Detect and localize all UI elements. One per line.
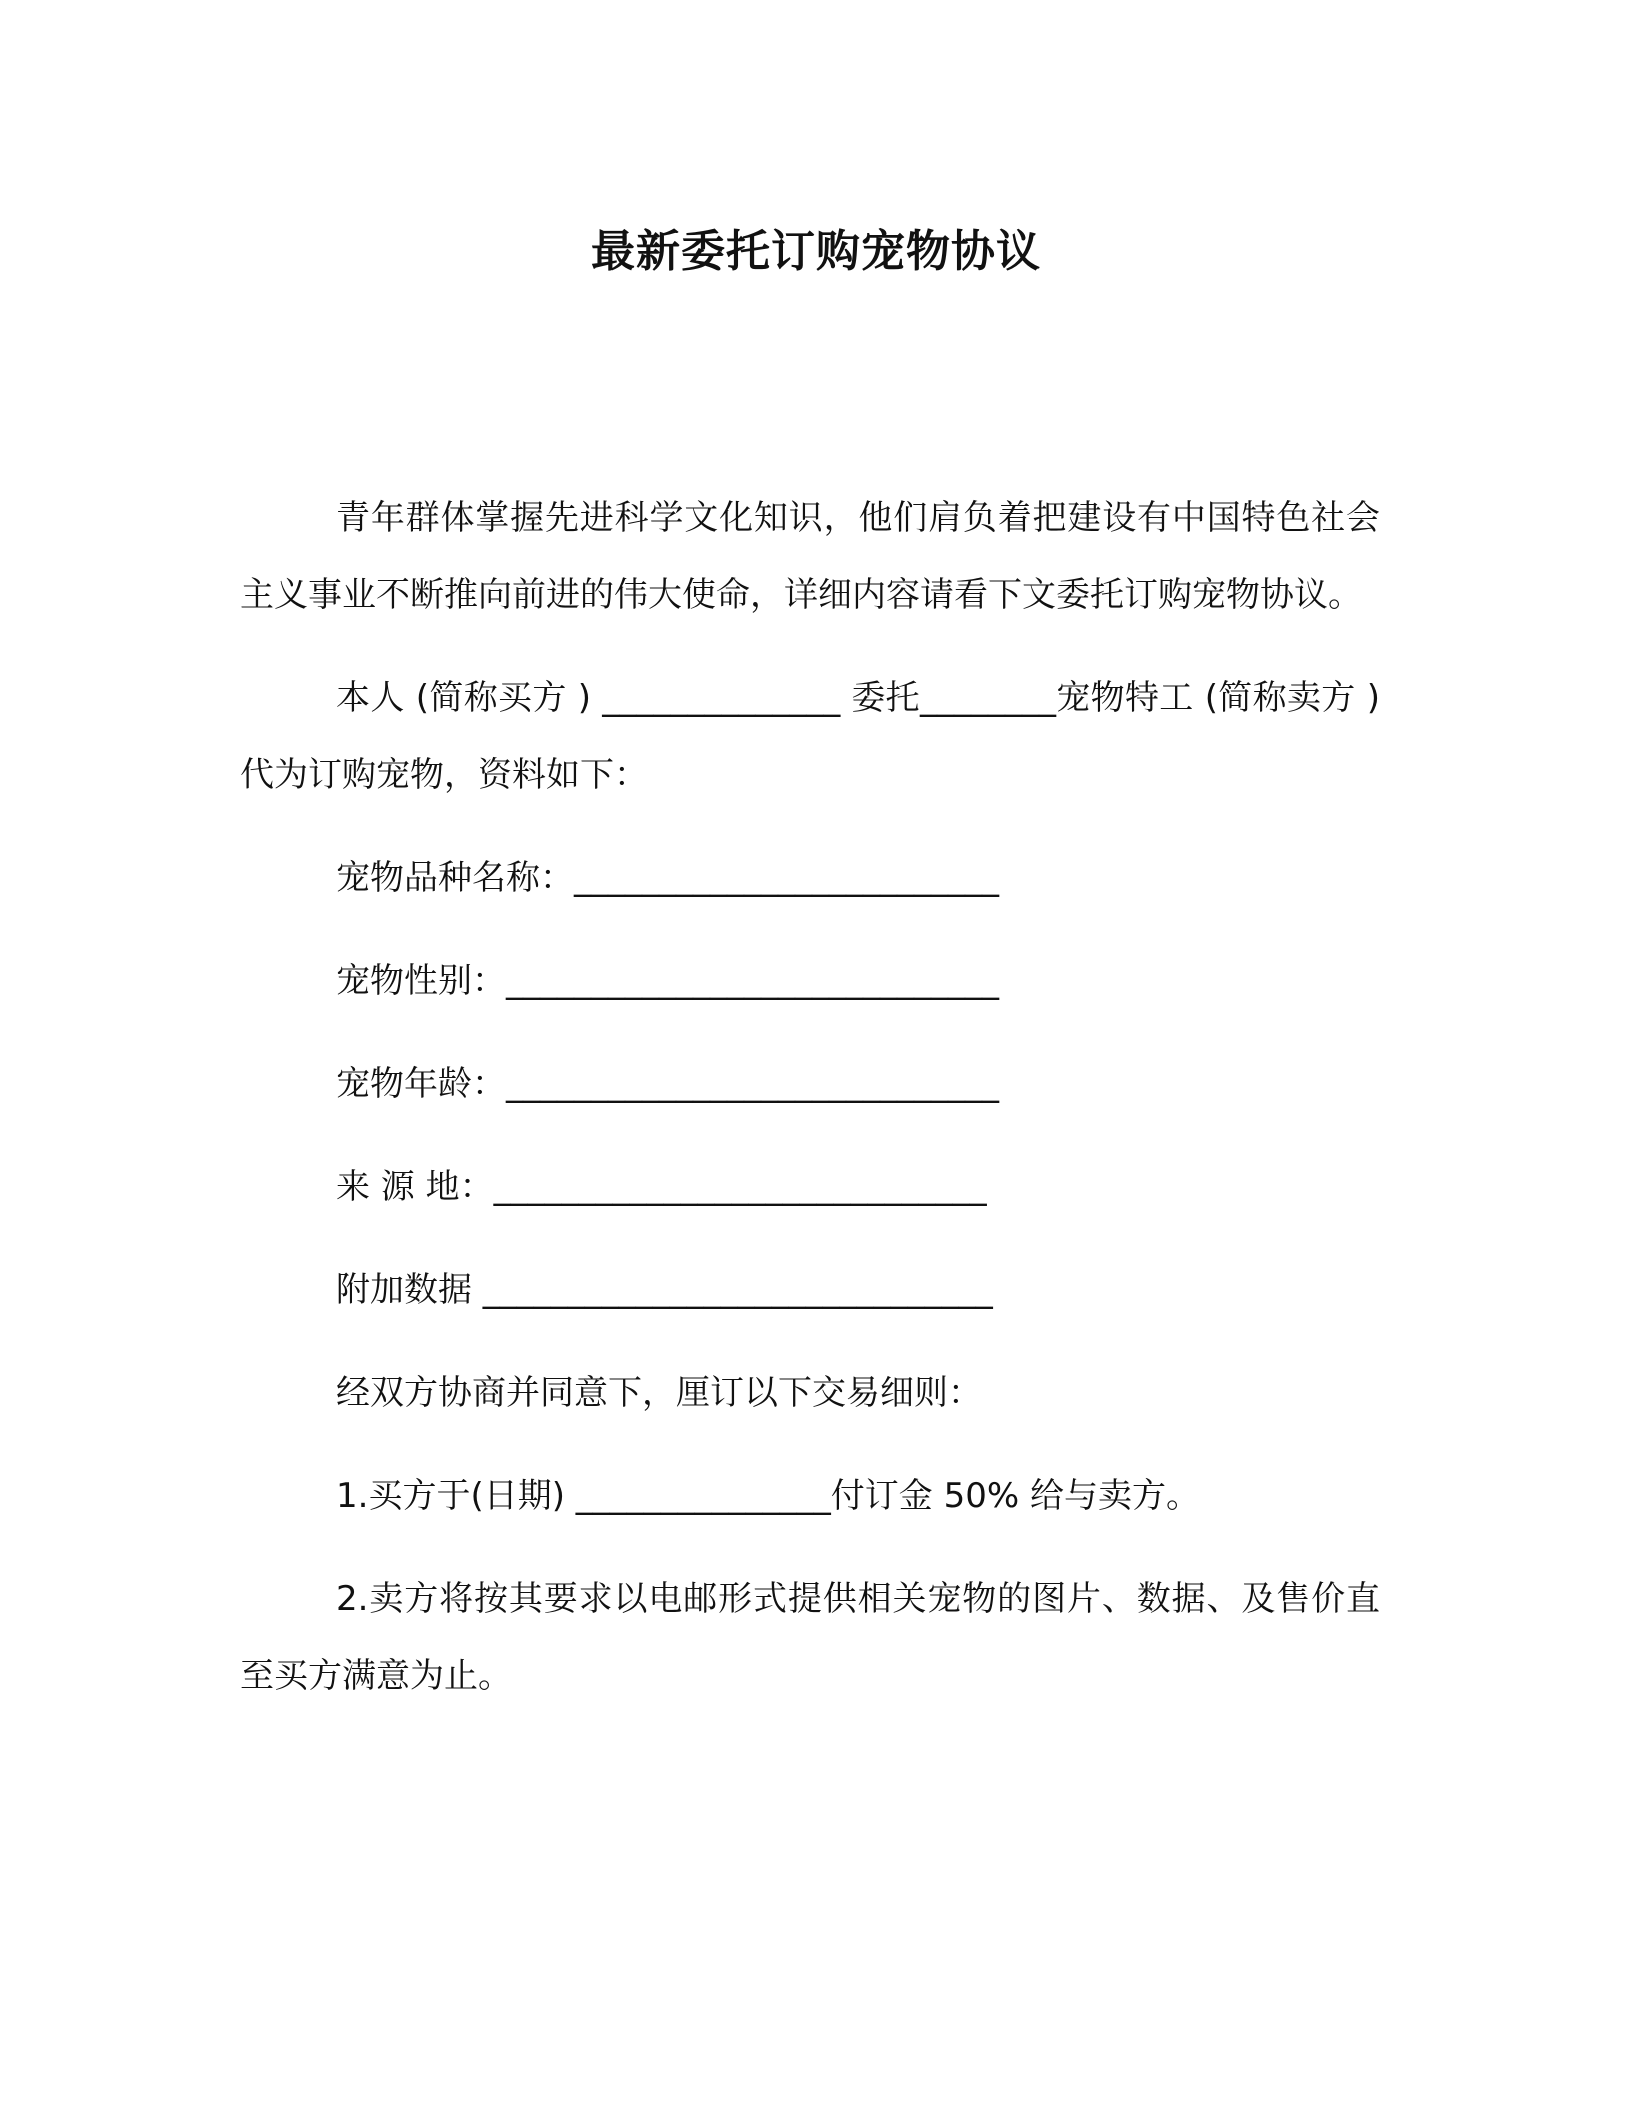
field-additional-data: 附加数据 ______________________________ <box>336 1270 993 1310</box>
rule-2: 2.卖方将按其要求以电邮形式提供相关宠物的图片、数据、及售价直至买方满意为止。 <box>240 1579 1380 1696</box>
document-title: 最新委托订购宠物协议 <box>591 226 1041 277</box>
document-body <box>240 480 1380 1741</box>
field-pet-age: 宠物年龄：_____________________________ <box>336 1064 999 1104</box>
rule-1: 1.买方于(日期) _______________付订金 50% 给与卖方。 <box>336 1476 1200 1516</box>
field-pet-gender: 宠物性别：_____________________________ <box>336 961 999 1001</box>
parties-paragraph: 本人 (简称买方 ) ______________ 委托________宠物特工 (简称卖方 ) 代为订购宠物，资料如下： <box>240 678 1380 795</box>
agreement-intro: 经双方协商并同意下，厘订以下交易细则： <box>336 1373 982 1413</box>
intro-paragraph: 青年群体掌握先进科学文化知识，他们肩负着把建设有中国特色社会主义事业不断推向前进的伟大使命，详细内容请看下文委托订购宠物协议。 <box>240 498 1380 615</box>
field-origin: 来 源 地：_____________________________ <box>336 1167 987 1207</box>
field-pet-breed: 宠物品种名称：_________________________ <box>336 858 999 898</box>
